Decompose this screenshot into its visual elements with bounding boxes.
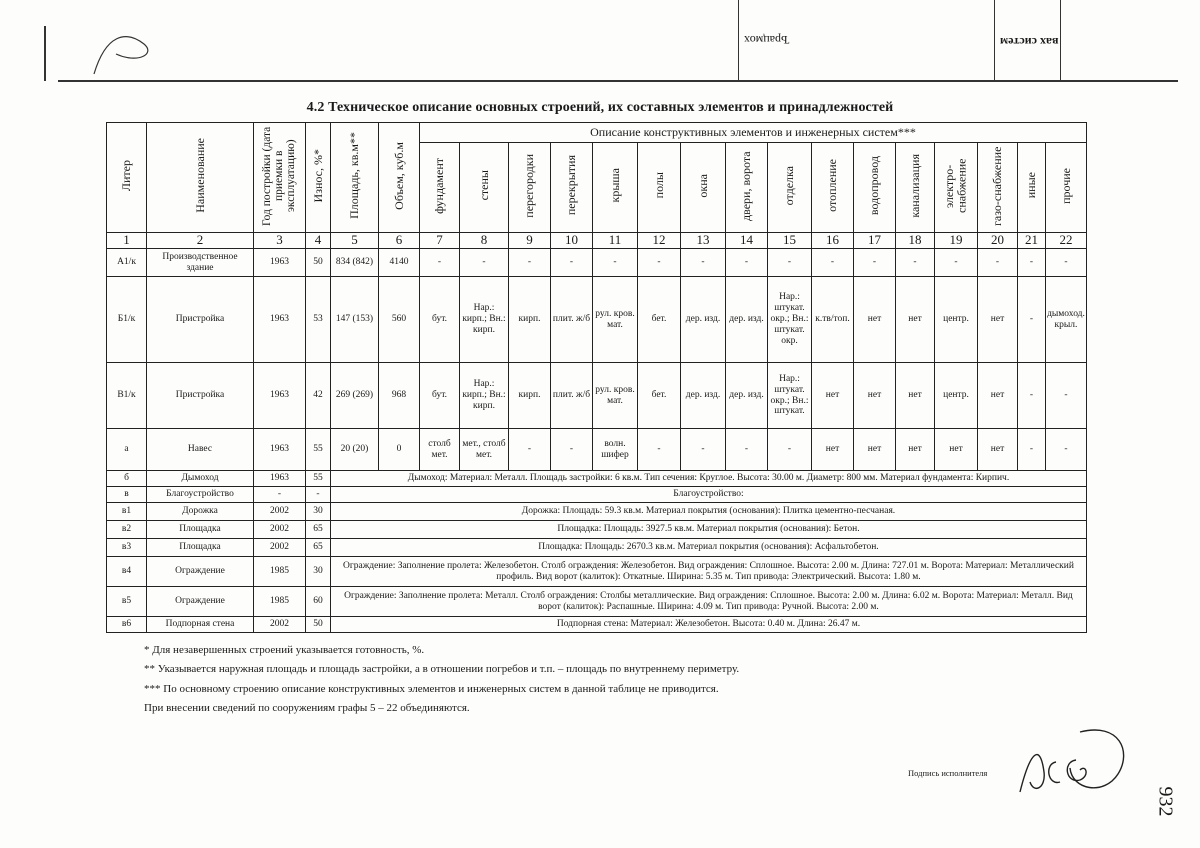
- col-header-finishing: отделка: [768, 143, 812, 233]
- col-header-volume: Объем, куб.м: [379, 123, 420, 233]
- strip-left-mark: [44, 26, 46, 81]
- col-header-floors: полы: [638, 143, 681, 233]
- strip-divider-3: [1060, 0, 1061, 80]
- footnote-4: При внесении сведений по сооружениям графы 5 – 22 объединяются.: [144, 702, 470, 714]
- merged-row: в3 Площадка 2002 65 Площадка: Площадь: 2670.3 кв.м. Материал покрытия (основания): Асфальтобетон.: [107, 539, 1087, 557]
- col-header-doors: двери, ворота: [726, 143, 768, 233]
- group-header: Описание конструктивных элементов и инженерных систем***: [420, 123, 1087, 143]
- col-header-other: иные: [1018, 143, 1046, 233]
- col-header-sewerage: канализация: [896, 143, 935, 233]
- merged-row: в6 Подпорная стена 2002 50 Подпорная стена: Материал: Железобетон. Высота: 0.40 м. Длина: 26.47 м.: [107, 617, 1087, 633]
- col-header-floors-slabs: перекрытия: [551, 143, 593, 233]
- strip-top-line: [58, 80, 1178, 82]
- merged-row: в2 Площадка 2002 65 Площадка: Площадь: 3927.5 кв.м. Материал покрытия (основания): Бетон.: [107, 521, 1087, 539]
- merged-row: в Благоустройство - - Благоустройство:: [107, 487, 1087, 503]
- column-number-row: 1 2 3 4 5 6 7 8 9 10 11 12 13 14 15 16 17 18 19 20 21 22: [107, 233, 1087, 249]
- strip-divider-2: [994, 0, 995, 80]
- footnote-3: *** По основному строению описание конструктивных элементов и инженерных систем в данной таблице не приводится.: [144, 683, 719, 695]
- col-header-wear: Износ, %*: [306, 123, 331, 233]
- merged-row: в1 Дорожка 2002 30 Дорожка: Площадь: 59.3 кв.м. Материал покрытия (основания): Плитка цементно-песчаная.: [107, 503, 1087, 521]
- table-row: А1/к Производственное здание 1963 50 834 (842) 4140 - - - - - - - - - - - - - - - -: [107, 249, 1087, 277]
- merged-row: в4 Ограждение 1985 30 Ограждение: Заполнение пролета: Железобетон. Столб ограждения: Железобетон. Вид ограждения: Сплошное. Высота: 2.00 м. Длина: 727.01 м. Ворота: Материал: Металлический профиль. Вид ворот (калиток): Откатные. Ширина: 5.35 м. Тип привода: Электрический. Высота: 1.80 м.: [107, 557, 1087, 587]
- technical-description-table: [106, 122, 1087, 633]
- col-header-year: Год постройки (дата приемки в эксплуатацию): [254, 123, 306, 233]
- table-row: а Навес 1963 55 20 (20) 0 столб мет. мет., столб мет. - - волн. шифер - - - - нет нет нет нет нет - -: [107, 429, 1087, 471]
- merged-row: в5 Ограждение 1985 60 Ограждение: Заполнение пролета: Металл. Столб ограждения: Столбы металлические. Вид ограждения: Сплошное. Высота: 2.00 м. Длина: 6.02 м. Ворота: Материал: Металл. Вид ворот (калиток): Распашные. Ширина: 4.09 м. Тип привода: Ручной. Высота: 2.00 м.: [107, 587, 1087, 617]
- page-title: 4.2 Техническое описание основных строений, их составных элементов и принадлежностей: [306, 100, 894, 115]
- col-header-windows: окна: [681, 143, 726, 233]
- table-row: Б1/к Пристройка 1963 53 147 (153) 560 бут. Нар.: кирп.; Вн.: кирп. кирп. плит. ж/б рул. кров. мат. бет. дер. изд. дер. изд. Нар.: штукат. окр.; Вн.: штукат. окр. к.тв/топ. нет нет центр. нет - дымоход. крыл.: [107, 277, 1087, 363]
- scribble-mark: [86, 24, 166, 84]
- col-header-liter: Литер: [107, 123, 147, 233]
- col-header-heating: отопление: [812, 143, 854, 233]
- page-number: 932: [1154, 786, 1177, 817]
- col-header-electricity: электро-снабжение: [935, 143, 978, 233]
- col-header-walls: стены: [460, 143, 509, 233]
- strip-text-1: Ърацмох: [744, 33, 790, 47]
- col-header-partitions: перегородки: [509, 143, 551, 233]
- col-header-roof: крыша: [593, 143, 638, 233]
- col-header-foundation: фундамент: [420, 143, 460, 233]
- footnote-1: * Для незавершенных строений указывается готовность, %.: [144, 644, 425, 656]
- col-header-water: водопровод: [854, 143, 896, 233]
- footnote-2: ** Указывается наружная площадь и площадь застройки, а в отношении погребов и т.п. – площадь по внутреннему периметру.: [144, 663, 740, 675]
- table-row: В1/к Пристройка 1963 42 269 (269) 968 бут. Нар.: кирп.; Вн.: кирп. кирп. плит. ж/б рул. кров. мат. бет. дер. изд. дер. изд. Нар.: штукат. окр.; Вн.: штукат. нет нет нет центр. нет - -: [107, 363, 1087, 429]
- signature-label: Подпись исполнителя: [908, 768, 988, 778]
- signature: [1000, 712, 1140, 802]
- col-header-misc: прочие: [1046, 143, 1087, 233]
- strip-text-2: вах систем: [1000, 35, 1059, 49]
- col-header-gas: газо-снабжение: [978, 143, 1018, 233]
- col-header-name: Наименование: [147, 123, 254, 233]
- col-header-area: Площадь, кв.м**: [331, 123, 379, 233]
- strip-divider-1: [738, 0, 739, 80]
- merged-row: б Дымоход 1963 55 Дымоход: Материал: Металл. Площадь застройки: 6 кв.м. Тип сечения: Круглое. Высота: 30.00 м. Диаметр: 800 мм. Материал фундамента: Кирпич.: [107, 471, 1087, 487]
